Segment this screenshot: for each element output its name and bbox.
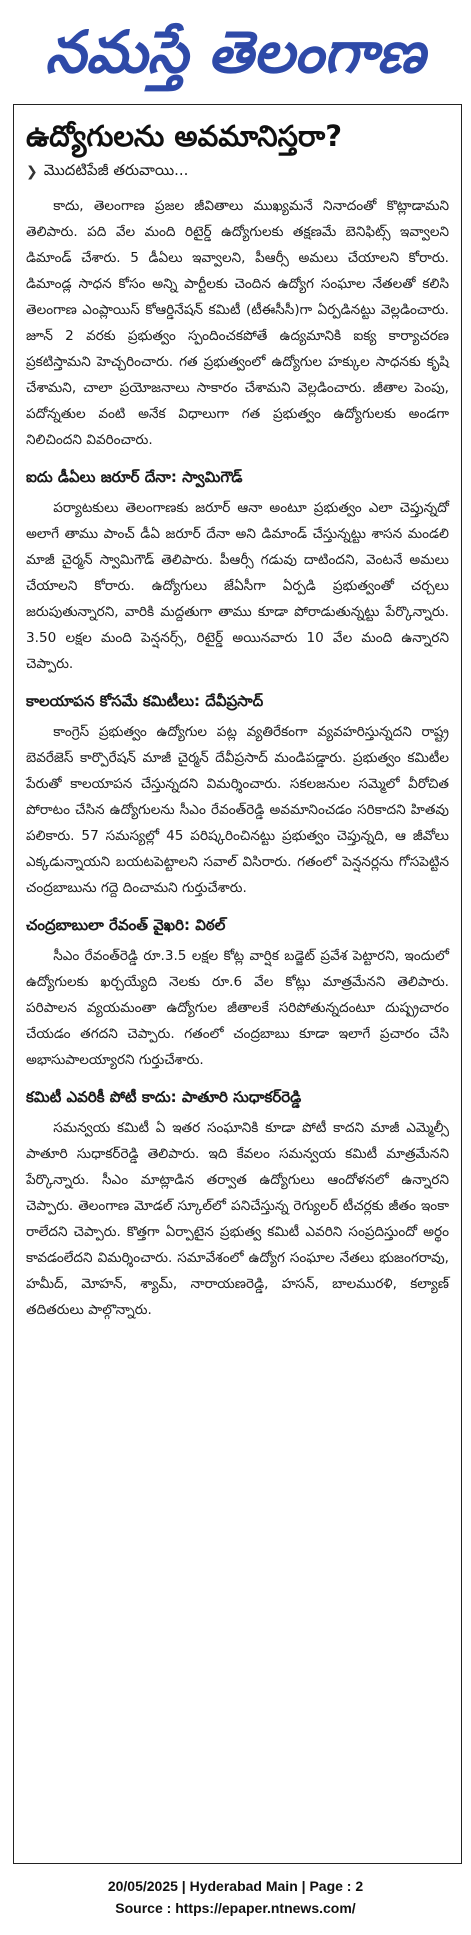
section-paragraph: పర్యాటకులు తెలంగాణకు జరూర్ ఆనా అంటూ ప్రభుత్వం ఎలా చెప్తున్నదో అలాగే తాము పాంచ్ డీఏ జరూర్ దేనా అని డిమాండ్ చేస్తున్నట్టు శాసన మండలి మాజీ చైర్మన్ స్వామిగౌడ్ తెలిపారు. పీఆర్సీ గడువు దాటిందని, వెంటనే అమలు చేయాలని కోరారు. ఉద్యోగులు జేఏసీగా ఏర్పడి ప్రభుత్వంతో చర్చలు జరుపుతున్నారని, వారికి మద్దతుగా తాము కూడా పోరాడుతున్నట్టు పేర్కొన్నారు. 3.50 లక్షల మంది పెన్షనర్స్, రిటైర్డ్ అయినవారు 10 వేల మంది ఉన్నారని చెప్పారు. — [26, 500, 449, 672]
masthead — [0, 0, 471, 96]
masthead-logo — [0, 0, 471, 96]
footer-source: Source : https://epaper.ntnews.com/ — [115, 1900, 356, 1916]
section-subhead: కమిటీ ఎవరికీ పోటీ కాదు: పాతూరి సుధాకర్‌రెడ్డి — [26, 1088, 302, 1106]
article-clipping — [13, 104, 462, 1864]
chevron-right-icon: ❯ — [26, 164, 38, 180]
page-footer — [0, 1875, 471, 1919]
section-paragraph: సమన్వయ కమిటీ ఏ ఇతర సంఘానికి కూడా పోటీ కాదని మాజీ ఎమ్మెల్సీ పాతూరి సుధాకర్‌రెడ్డి తెలిపారు. ఇది కేవలం సమన్వయ కమిటీ మాత్రమేనని పేర్కొన్నారు. సీఎం మాట్లాడిన తర్వాత ఉద్యోగులు ఆందోళనలో ఉన్నారని చెప్పారు. తెలంగాణ మోడల్ స్కూల్‌లో పనిచేస్తున్న రెగ్యులర్ టీచర్లకు జీతం ఇంకా రాలేదని చెప్పారు. కొత్తగా ఏర్పాటైన ప్రభుత్వ కమిటీ ఎవరిని సంప్రదిస్తుందో అర్థం కావడంలేదని విమర్శించారు. సమావేశంలో ఉద్యోగ సంఘాల నేతలు భుజంగరావు, హమీద్, మోహన్, శ్యామ్, నారాయణరెడ్డి, హసన్, బాలమురళి, కల్యాణ్ తదితరులు పాల్గొన్నారు. — [26, 1120, 449, 1318]
section-subhead: ఐదు డీఏలు జరూర్ దేనా: స్వామిగౌడ్ — [26, 468, 243, 486]
section-paragraph: సీఎం రేవంత్‌రెడ్డి రూ.3.5 లక్షల కోట్ల వార్షిక బడ్జెట్ ప్రవేశ పెట్టారని, ఇందులో ఉద్యోగులకు ఖర్చయ్యేది నెలకు రూ.6 వేల కోట్లు మాత్రమేనని తెలిపారు. పరిపాలన వ్యయమంతా ఉద్యోగుల జీతాలకే సరిపోతున్నదంటూ దుష్ప్రచారం చేయడం తగదని చెప్పారు. గతంలో చంద్రబాబు కూడా ఇలాగే ప్రచారం చేసి అభాసుపాలయ్యారని గుర్తుచేశారు. — [26, 948, 449, 1068]
continued-from — [26, 161, 449, 183]
masthead-title: నమస్తే తెలంగాణ — [45, 18, 425, 86]
footer-date-edition: 20/05/2025 | Hyderabad Main | Page : 2 — [107, 1878, 364, 1894]
section-subhead: చంద్రబాబులా రేవంత్ వైఖరి: విఠల్ — [26, 916, 226, 934]
continued-from-label: మొదటిపేజీ తరువాయి... — [43, 161, 189, 179]
intro-paragraph: కాదు, తెలంగాణ ప్రజల జీవితాలు ముఖ్యమనే నినాదంతో కొట్లాడామని తెలిపారు. పది వేల మంది రిటైర్డ్ ఉద్యోగులకు తక్షణమే బెనిఫిట్స్ ఇవ్వాలని డిమాండ్ చేశారు. 5 డీఏలు ఇవ్వాలని, పీఆర్సీ అమలు చేయాలని కోరారు. డిమాండ్ల సాధన కోసం అన్ని పార్టీలకు చెందిన ఉద్యోగ సంఘాల నేతలతో కలిసి తెలంగాణ ఎంప్లాయిస్ కోఆర్డినేషన్ కమిటీ (టీఈసీసీ)గా ఏర్పడినట్టు వెల్లడించారు. జూన్ 2 వరకు ప్రభుత్వం స్పందించకపోతే ఉద్యమానికి ఐక్య కార్యాచరణ ప్రకటిస్తామని హెచ్చరించారు. గత ప్రభుత్వంలో ఉద్యోగుల హక్కుల సాధనకు కృషి చేశామని, చాలా ప్రయోజనాలు సాకారం చేశామని వెల్లడించారు. జీతాల పెంపు, పదోన్నతుల వంటి అనేక విధాలుగా గత ప్రభుత్వం ఉద్యోగులకు అండగా నిలిచిందని వివరించారు. — [26, 198, 449, 448]
section-subhead: కాలయాపన కోసమే కమిటీలు: దేవీప్రసాద్ — [26, 692, 264, 710]
section-paragraph: కాంగ్రెస్ ప్రభుత్వం ఉద్యోగుల పట్ల వ్యతిరేకంగా వ్యవహరిస్తున్నదని రాష్ట్ర బెవరేజెస్ కార్పొరేషన్ మాజీ చైర్మన్ దేవీప్రసాద్ మండిపడ్డారు. ప్రభుత్వం కమిటీల పేరుతో కాలయాపన చేస్తున్నదని విమర్శించారు. సకలజనుల సమ్మెలో వీరోచిత పోరాటం చేసిన ఉద్యోగులను సీఎం రేవంత్‌రెడ్డి అవమానించడం సరికాదని హితవు పలికారు. 57 సమస్యల్లో 45 పరిష్కరించినట్టు ప్రభుత్వం చెప్తున్నది, ఆ జీవోలు ఎక్కడున్నాయని బయటపెట్టాలని సవాల్ విసిరారు. గతంలో పెన్షనర్లను గోసపెట్టిన చంద్రబాబును గద్దె దించామని గుర్తుచేశారు. — [26, 724, 449, 896]
article-headline: ఉద్యోగులను అవమానిస్తరా? — [26, 119, 343, 153]
